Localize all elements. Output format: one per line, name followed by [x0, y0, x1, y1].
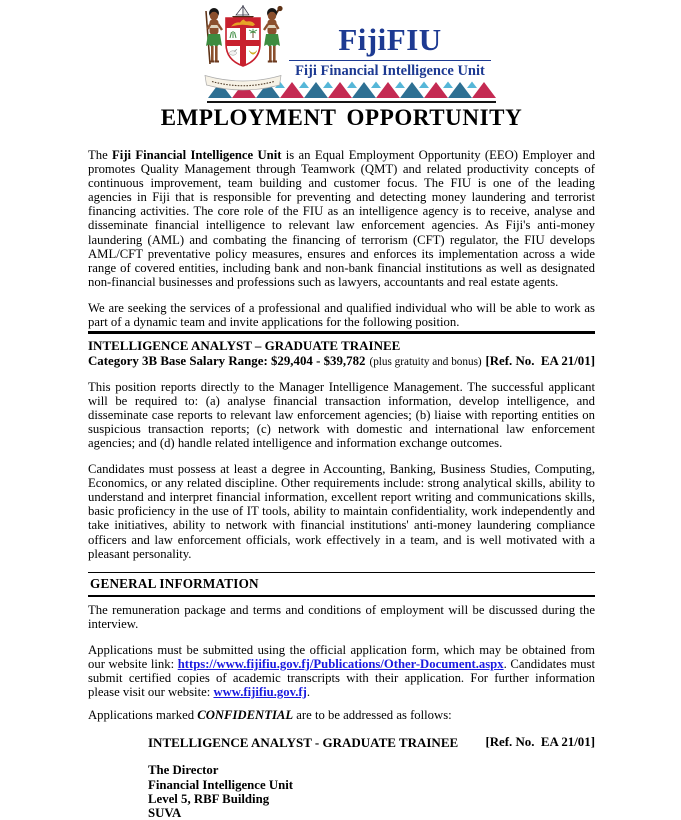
org-name-bold: Fiji Financial Intelligence Unit	[112, 148, 282, 162]
ref-number: [Ref. No. EA 21/01]	[485, 353, 595, 368]
brand-subtitle: Fiji Financial Intelligence Unit	[295, 63, 485, 80]
application-form-link[interactable]: https://www.fijifiu.gov.fj/Publications/Other-Document.aspx	[177, 657, 504, 672]
address-position-row	[148, 735, 595, 750]
right-warrior	[264, 6, 283, 63]
brand-name: FijiFIU	[338, 22, 442, 57]
address-line: SUVA	[148, 806, 182, 820]
logo-row	[193, 4, 491, 92]
document-content	[88, 0, 595, 820]
address-block	[148, 735, 595, 820]
shield	[226, 18, 260, 66]
motto-banner	[205, 76, 281, 91]
remuneration-paragraph: The remuneration package and terms and conditions of employment will be discussed during the interview.	[88, 602, 595, 631]
general-information-heading: GENERAL INFORMATION	[88, 572, 595, 597]
seeking-paragraph: We are seeking the services of a professional and qualified individual who will be able to work as part of a dynamic team and invite applications for the following position.	[88, 300, 595, 330]
applications-paragraph: Applications must be submitted using the official application form, which may be obtained from our website link: https://www.fijifiu.gov.fj/Publications/Other-Document.aspx. Candidates must submit certified copies of academic transcripts with their application. For further information please visit our website: www.fijifiu.gov.fj.	[88, 642, 595, 700]
duties-paragraph: This position reports directly to the Manager Intelligence Management. The successful applicant will be required to: (a) analyse financial transaction information, develop intelligence, and disseminate case reports to relevant law enforcement agencies; (b) liaise with reporting entities on suspicious transaction reports; (c) network with domestic and international law enforcement agencies; and (d) handle related intelligence and information exchange outcomes.	[88, 379, 595, 450]
address-ref-number: [Ref. No. EA 21/01]	[485, 735, 595, 750]
section-divider	[88, 331, 595, 334]
salary-range: Category 3B Base Salary Range: $29,404 - $39,782	[88, 353, 366, 368]
salary-row	[88, 353, 595, 370]
brand-divider	[289, 60, 491, 62]
address-line: The Director	[148, 763, 219, 778]
confidential-word: CONFIDENTIAL	[197, 708, 294, 723]
postal-address	[148, 763, 595, 820]
address-line: Financial Intelligence Unit	[148, 777, 294, 792]
page-title: EMPLOYMENT OPPORTUNITY	[160, 105, 523, 130]
requirements-paragraph: Candidates must possess at least a degree in Accounting, Banking, Business Studies, Computing, Economics, or any related discipline. Other requirements include: strong analytical skills, ability to understand and interpret financial information, excellent report writing and communications skills, basic proficiency in the use of IT tools, ability to maintain confidentiality, work independently and take initiatives, ability to network with financial institutions' anti-money laundering compliance officers and law enforcement officials, work effectively in a team, and is well motivated with a pleasant personality.	[88, 462, 595, 561]
intro-paragraph: The Fiji Financial Intelligence Unit is an Equal Employment Opportunity (EEO) Employer and promotes Quality Management through Teamwork (QMT) and related productivity concepts of continuous improvement, team building and customer focus. The FIU is one of the leading agencies in Fiji that is responsible for preventing and detecting money laundering and terrorist financing activities. The core role of the FIU as an intelligence agency is to receive, analyse and disseminate financial intelligence to relevant law enforcement agencies. As Fiji's anti-money laundering (AML) and combating the financing of terrorism (CFT) regulator, the FIU develops AML/CFT preventative policy measures, ensures and enforces its implementation across a wide range of covered entities, including bank and non-bank financial institutions as well as designated non-financial businesses and professions such as lawyers, accountants and real estate agents.	[88, 148, 595, 289]
brand-column	[289, 4, 491, 92]
left-warrior	[206, 8, 222, 64]
confidential-paragraph: Applications marked CONFIDENTIAL are to be addressed as follows:	[88, 708, 452, 723]
salary-note: (plus gratuity and bonus)	[369, 355, 482, 368]
website-link[interactable]: www.fijifiu.gov.fj	[213, 685, 307, 700]
fiji-coat-of-arms-icon	[193, 4, 293, 92]
address-line: Level 5, RBF Building	[148, 791, 270, 806]
address-position-title: INTELLIGENCE ANALYST - GRADUATE TRAINEE	[148, 735, 459, 751]
position-title: INTELLIGENCE ANALYST – GRADUATE TRAINEE	[88, 337, 401, 353]
